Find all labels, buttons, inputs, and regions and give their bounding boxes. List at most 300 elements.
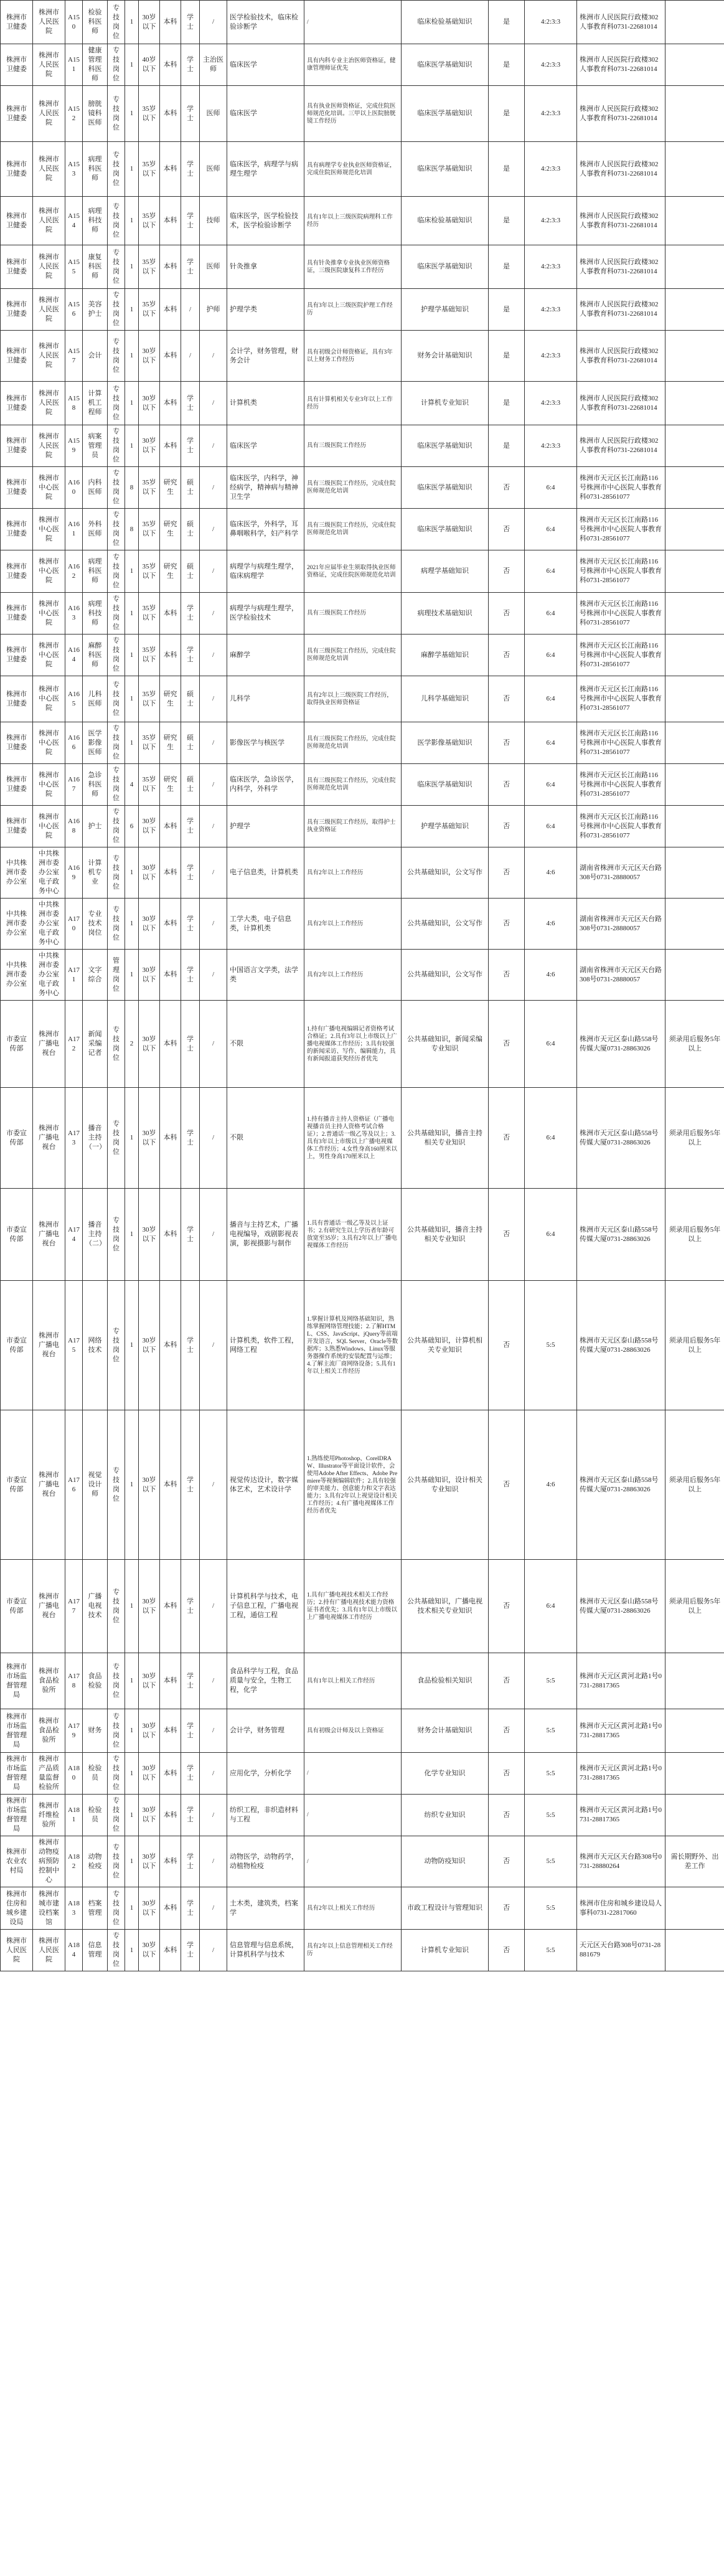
exam-cell: 临床医学基础知识 — [402, 44, 489, 86]
title-cell: / — [200, 1410, 227, 1560]
table-row — [1, 467, 724, 509]
edu-cell: 本科 — [160, 1560, 181, 1653]
major-cell: 动物医学，动物药学，动植物检疫 — [227, 1836, 304, 1887]
unit-cell: 株洲市广播电视台 — [33, 1281, 65, 1410]
interview-cell: 6:4 — [525, 1560, 577, 1653]
position-cell: 食品检验 — [83, 1653, 108, 1709]
table-row — [1, 1088, 724, 1189]
exam-cell: 临床医学基础知识 — [402, 764, 489, 806]
contact-cell: 天元区天台路308号0731-28881679 — [577, 1930, 665, 1971]
dept-cell: 株洲市卫健委 — [1, 331, 33, 382]
major-cell: 临床医学，外科学，耳鼻咽喉科学，妇产科学 — [227, 509, 304, 550]
contact-cell: 株洲市人民医院行政楼302人事教育科0731-22681014 — [577, 382, 665, 425]
note-cell — [665, 676, 724, 722]
major-cell: 视觉传达设计，数字媒体艺术，艺术设计学 — [227, 1410, 304, 1560]
interview-cell: 6:4 — [525, 806, 577, 847]
interview-cell: 6:4 — [525, 593, 577, 635]
code-cell: A166 — [65, 722, 83, 764]
interview-cell: 4:6 — [525, 1410, 577, 1560]
contact-cell: 株洲市天元区长江南路116号株洲市中心医院人事教育科0731-28561077 — [577, 676, 665, 722]
dept-cell: 株洲市卫健委 — [1, 806, 33, 847]
unit-cell: 株洲市食品检验所 — [33, 1653, 65, 1709]
position-cell: 急诊科医师 — [83, 764, 108, 806]
title-cell: / — [200, 1653, 227, 1709]
major-cell: 纺织工程，非织造材料与工程 — [227, 1795, 304, 1836]
num-cell: 1 — [125, 382, 139, 425]
position-cell: 病案管理员 — [83, 425, 108, 467]
edu-cell: 本科 — [160, 1930, 181, 1971]
major-cell: 计算机科学与技术，电子信息工程，广播电视工程，通信工程 — [227, 1560, 304, 1653]
table-row — [1, 1189, 724, 1281]
exam-cell: 临床检验基础知识 — [402, 197, 489, 245]
ratio-cell: 否 — [489, 1753, 525, 1795]
ratio-cell: 否 — [489, 509, 525, 550]
num-cell: 1 — [125, 550, 139, 593]
code-cell: A171 — [65, 950, 83, 1001]
type-cell: 专技岗位 — [108, 425, 125, 467]
edu-cell: 本科 — [160, 1189, 181, 1281]
code-cell: A156 — [65, 289, 83, 331]
position-cell: 会计 — [83, 331, 108, 382]
age-cell: 40岁以下 — [139, 44, 160, 86]
age-cell: 30岁以下 — [139, 1887, 160, 1930]
position-cell: 动物检疫 — [83, 1836, 108, 1887]
contact-cell: 株洲市天元区长江南路116号株洲市中心医院人事教育科0731-28561077 — [577, 635, 665, 676]
interview-cell: 5:5 — [525, 1709, 577, 1753]
edu-cell: 研究生 — [160, 467, 181, 509]
title-cell: 医师 — [200, 245, 227, 289]
dept-cell: 株洲市卫健委 — [1, 676, 33, 722]
code-cell: A183 — [65, 1887, 83, 1930]
num-cell: 1 — [125, 1653, 139, 1709]
table-row — [1, 245, 724, 289]
num-cell: 4 — [125, 764, 139, 806]
position-cell: 检验科医师 — [83, 1, 108, 44]
ratio-cell: 是 — [489, 142, 525, 197]
type-cell: 专技岗位 — [108, 635, 125, 676]
degree-cell: 学士 — [181, 425, 200, 467]
edu-cell: 本科 — [160, 1753, 181, 1795]
interview-cell: 5:5 — [525, 1930, 577, 1971]
major-cell: 食品科学与工程，食品质量与安全，生物工程，化学 — [227, 1653, 304, 1709]
unit-cell: 株洲市人民医院 — [33, 197, 65, 245]
edu-cell: 本科 — [160, 1, 181, 44]
note-cell — [665, 1709, 724, 1753]
exam-cell: 公共基础知识，播音主持相关专业知识 — [402, 1189, 489, 1281]
title-cell: / — [200, 593, 227, 635]
note-cell — [665, 142, 724, 197]
position-cell: 麻醉科医师 — [83, 635, 108, 676]
other-cell: 1.持有播音主持人资格证（广播电视播音员主持人资格考试合格证）；2.普通话一级乙等及以上；3.具有3年以上市级以上广播电视媒体工作经历；4.女性身高160厘米以上，男性身高170厘米以上 — [304, 1088, 402, 1189]
contact-cell: 株洲市天元区泰山路558号传媒大厦0731-28863026 — [577, 1088, 665, 1189]
ratio-cell: 否 — [489, 806, 525, 847]
other-cell: 具有1年以上三级医院病理科工作经历 — [304, 197, 402, 245]
position-cell: 检验员 — [83, 1795, 108, 1836]
degree-cell: 学士 — [181, 1887, 200, 1930]
type-cell: 专技岗位 — [108, 331, 125, 382]
ratio-cell: 否 — [489, 593, 525, 635]
table-row — [1, 1410, 724, 1560]
code-cell: A167 — [65, 764, 83, 806]
unit-cell: 株洲市城市建设档案馆 — [33, 1887, 65, 1930]
other-cell: 具有2年以上工作经历 — [304, 950, 402, 1001]
unit-cell: 株洲市广播电视台 — [33, 1001, 65, 1088]
ratio-cell: 是 — [489, 289, 525, 331]
ratio-cell: 是 — [489, 44, 525, 86]
other-cell: 具有三级医院工作经历，完成住院医师规范化培训 — [304, 635, 402, 676]
table-row — [1, 44, 724, 86]
exam-cell: 食品检验相关知识 — [402, 1653, 489, 1709]
edu-cell: 本科 — [160, 1795, 181, 1836]
note-cell — [665, 197, 724, 245]
position-cell: 病理科医师 — [83, 550, 108, 593]
unit-cell: 株洲市食品检验所 — [33, 1709, 65, 1753]
dept-cell: 中共株洲市委办公室 — [1, 950, 33, 1001]
table-row — [1, 425, 724, 467]
interview-cell: 6:4 — [525, 635, 577, 676]
ratio-cell: 否 — [489, 635, 525, 676]
num-cell: 8 — [125, 467, 139, 509]
dept-cell: 市委宣传部 — [1, 1088, 33, 1189]
code-cell: A159 — [65, 425, 83, 467]
ratio-cell: 是 — [489, 245, 525, 289]
exam-cell: 麻醉学基础知识 — [402, 635, 489, 676]
title-cell: 医师 — [200, 142, 227, 197]
unit-cell: 株洲市人民医院 — [33, 1930, 65, 1971]
num-cell: 1 — [125, 425, 139, 467]
age-cell: 30岁以下 — [139, 1189, 160, 1281]
major-cell: 中国语言文学类，法学类 — [227, 950, 304, 1001]
ratio-cell: 否 — [489, 764, 525, 806]
dept-cell: 株洲市市场监督管理局 — [1, 1795, 33, 1836]
code-cell: A170 — [65, 899, 83, 950]
type-cell: 专技岗位 — [108, 86, 125, 142]
note-cell: 须录用后服务5年以上 — [665, 1001, 724, 1088]
other-cell: 具有1年以上相关工作经历 — [304, 1653, 402, 1709]
position-cell: 康复科医师 — [83, 245, 108, 289]
edu-cell: 研究生 — [160, 722, 181, 764]
dept-cell: 株洲市市场监督管理局 — [1, 1709, 33, 1753]
interview-cell: 6:4 — [525, 467, 577, 509]
num-cell: 1 — [125, 1836, 139, 1887]
edu-cell: 本科 — [160, 1709, 181, 1753]
unit-cell: 株洲市产品质量监督检验所 — [33, 1753, 65, 1795]
code-cell: A180 — [65, 1753, 83, 1795]
dept-cell: 株洲市卫健委 — [1, 382, 33, 425]
dept-cell: 株洲市卫健委 — [1, 722, 33, 764]
major-cell: 土木类，建筑类，档案学 — [227, 1887, 304, 1930]
edu-cell: 本科 — [160, 331, 181, 382]
table-row — [1, 635, 724, 676]
edu-cell: 本科 — [160, 950, 181, 1001]
type-cell: 专技岗位 — [108, 197, 125, 245]
ratio-cell: 否 — [489, 1560, 525, 1653]
ratio-cell: 否 — [489, 1281, 525, 1410]
major-cell: 儿科学 — [227, 676, 304, 722]
note-cell: 须录用后服务5年以上 — [665, 1281, 724, 1410]
code-cell: A173 — [65, 1088, 83, 1189]
ratio-cell: 否 — [489, 550, 525, 593]
contact-cell: 湖南省株洲市天元区天台路308号0731-28880057 — [577, 847, 665, 899]
unit-cell: 株洲市人民医院 — [33, 86, 65, 142]
position-cell: 膀胱镜科医师 — [83, 86, 108, 142]
type-cell: 专技岗位 — [108, 847, 125, 899]
num-cell: 1 — [125, 1753, 139, 1795]
num-cell: 1 — [125, 1410, 139, 1560]
degree-cell: 学士 — [181, 1653, 200, 1709]
degree-cell: 硕士 — [181, 550, 200, 593]
interview-cell: 5:5 — [525, 1653, 577, 1709]
type-cell: 专技岗位 — [108, 550, 125, 593]
table-row — [1, 1930, 724, 1971]
edu-cell: 本科 — [160, 86, 181, 142]
exam-cell: 公共基础知识，广播电视技术相关专业知识 — [402, 1560, 489, 1653]
type-cell: 专技岗位 — [108, 722, 125, 764]
exam-cell: 市政工程设计与管理知识 — [402, 1887, 489, 1930]
edu-cell: 本科 — [160, 425, 181, 467]
type-cell: 专技岗位 — [108, 1836, 125, 1887]
other-cell: 具有三级医院工作经历，完成住院医师规范化培训 — [304, 509, 402, 550]
unit-cell: 株洲市中心医院 — [33, 550, 65, 593]
age-cell: 30岁以下 — [139, 1001, 160, 1088]
unit-cell: 株洲市纤维检验所 — [33, 1795, 65, 1836]
code-cell: A165 — [65, 676, 83, 722]
other-cell: 具有三级医院工作经历 — [304, 425, 402, 467]
note-cell — [665, 44, 724, 86]
unit-cell: 株洲市广播电视台 — [33, 1088, 65, 1189]
table-row — [1, 593, 724, 635]
note-cell — [665, 950, 724, 1001]
num-cell: 1 — [125, 86, 139, 142]
type-cell: 专技岗位 — [108, 1560, 125, 1653]
position-cell: 计算机工程师 — [83, 382, 108, 425]
type-cell: 专技岗位 — [108, 1795, 125, 1836]
code-cell: A161 — [65, 509, 83, 550]
exam-cell: 护理学基础知识 — [402, 289, 489, 331]
code-cell: A152 — [65, 86, 83, 142]
edu-cell: 本科 — [160, 593, 181, 635]
contact-cell: 株洲市天元区长江南路116号株洲市中心医院人事教育科0731-28561077 — [577, 550, 665, 593]
position-cell: 专业技术岗位 — [83, 899, 108, 950]
type-cell: 专技岗位 — [108, 289, 125, 331]
major-cell: 信息管理与信息系统，计算机科学与技术 — [227, 1930, 304, 1971]
contact-cell: 株洲市住房和城乡建设局人事科0731-22817060 — [577, 1887, 665, 1930]
dept-cell: 中共株洲市委办公室 — [1, 899, 33, 950]
degree-cell: 学士 — [181, 593, 200, 635]
age-cell: 35岁以下 — [139, 509, 160, 550]
note-cell — [665, 593, 724, 635]
contact-cell: 株洲市天元区长江南路116号株洲市中心医院人事教育科0731-28561077 — [577, 764, 665, 806]
code-cell: A154 — [65, 197, 83, 245]
contact-cell: 株洲市天元区黄河北路1号0731-28817365 — [577, 1753, 665, 1795]
exam-cell: 临床医学基础知识 — [402, 509, 489, 550]
note-cell — [665, 86, 724, 142]
contact-cell: 株洲市人民医院行政楼302人事教育科0731-22681014 — [577, 1, 665, 44]
contact-cell: 株洲市人民医院行政楼302人事教育科0731-22681014 — [577, 289, 665, 331]
age-cell: 30岁以下 — [139, 1795, 160, 1836]
degree-cell: 硕士 — [181, 509, 200, 550]
title-cell: / — [200, 722, 227, 764]
code-cell: A168 — [65, 806, 83, 847]
code-cell: A182 — [65, 1836, 83, 1887]
dept-cell: 株洲市卫健委 — [1, 245, 33, 289]
ratio-cell: 是 — [489, 1, 525, 44]
type-cell: 专技岗位 — [108, 1001, 125, 1088]
exam-cell: 临床医学基础知识 — [402, 86, 489, 142]
table-row — [1, 676, 724, 722]
age-cell: 30岁以下 — [139, 806, 160, 847]
position-cell: 播音主持（一） — [83, 1088, 108, 1189]
interview-cell: 4:2:3:3 — [525, 289, 577, 331]
exam-cell: 财务会计基础知识 — [402, 1709, 489, 1753]
table-row — [1, 289, 724, 331]
interview-cell: 4:2:3:3 — [525, 44, 577, 86]
other-cell: 具有内科专业主治医师资格证，健康管理师证优先 — [304, 44, 402, 86]
major-cell: 临床医学，病理学与病理生理学 — [227, 142, 304, 197]
exam-cell: 公共基础知识，计算机相关专业知识 — [402, 1281, 489, 1410]
age-cell: 30岁以下 — [139, 950, 160, 1001]
note-cell — [665, 722, 724, 764]
type-cell: 专技岗位 — [108, 1930, 125, 1971]
table-row — [1, 847, 724, 899]
edu-cell: 研究生 — [160, 550, 181, 593]
table-row — [1, 331, 724, 382]
degree-cell: 学士 — [181, 245, 200, 289]
degree-cell: 硕士 — [181, 764, 200, 806]
type-cell: 专技岗位 — [108, 1709, 125, 1753]
position-cell: 视觉设计师 — [83, 1410, 108, 1560]
other-cell: 具有计算机相关专业3年以上工作经历 — [304, 382, 402, 425]
dept-cell: 市委宣传部 — [1, 1281, 33, 1410]
code-cell: A150 — [65, 1, 83, 44]
age-cell: 35岁以下 — [139, 197, 160, 245]
code-cell: A172 — [65, 1001, 83, 1088]
title-cell: / — [200, 425, 227, 467]
title-cell: / — [200, 550, 227, 593]
position-cell: 广播电视技术 — [83, 1560, 108, 1653]
note-cell — [665, 806, 724, 847]
exam-cell: 临床医学基础知识 — [402, 425, 489, 467]
major-cell: 计算机类，软件工程，网络工程 — [227, 1281, 304, 1410]
other-cell: 1.持有广播电视编辑记者资格考试合格证；2.具有3年以上市级以上广播电视媒体工作经历；3.具有较强的新闻采访、写作、编辑能力，具有新闻报道获奖经历者优先 — [304, 1001, 402, 1088]
note-cell: 须录用后服务5年以上 — [665, 1088, 724, 1189]
table-row — [1, 1653, 724, 1709]
dept-cell: 株洲市卫健委 — [1, 550, 33, 593]
contact-cell: 湖南省株洲市天元区天台路308号0731-28880057 — [577, 899, 665, 950]
dept-cell: 株洲市卫健委 — [1, 764, 33, 806]
position-cell: 检验员 — [83, 1753, 108, 1795]
ratio-cell: 否 — [489, 1887, 525, 1930]
type-cell: 管理岗位 — [108, 950, 125, 1001]
title-cell: / — [200, 1189, 227, 1281]
edu-cell: 本科 — [160, 1001, 181, 1088]
other-cell: 2021年应届毕业生须取得执业医师资格证，完成住院医师规范化培训 — [304, 550, 402, 593]
ratio-cell: 否 — [489, 722, 525, 764]
unit-cell: 株洲市广播电视台 — [33, 1189, 65, 1281]
type-cell: 专技岗位 — [108, 593, 125, 635]
degree-cell: 学士 — [181, 950, 200, 1001]
title-cell: / — [200, 1281, 227, 1410]
interview-cell: 5:5 — [525, 1795, 577, 1836]
title-cell: / — [200, 1560, 227, 1653]
other-cell: 1.掌握计算机及网络基础知识，熟练掌握网络管理技能；2.了解HTML、CSS、JavaScript、jQuery等前端开发语言，SQL Server、Oracle等数据库；3.熟悉Windows、Linux等服务器操作系统的安装配置与运维；4.了解主流厂商网络设备；5.具有1年以上相关工作经历 — [304, 1281, 402, 1410]
interview-cell: 4:2:3:3 — [525, 86, 577, 142]
code-cell: A169 — [65, 847, 83, 899]
interview-cell: 6:4 — [525, 722, 577, 764]
age-cell: 30岁以下 — [139, 1930, 160, 1971]
num-cell: 1 — [125, 1709, 139, 1753]
dept-cell: 株洲市卫健委 — [1, 593, 33, 635]
ratio-cell: 否 — [489, 1836, 525, 1887]
other-cell: 1.熟练使用Photoshop、CorelDRAW、Illustrator等平面设计软件，会使用Adobe After Effects、Adobe Premiere等视频编辑软件；2.具有较强的审美能力、创意能力和文字表达能力；3.具有2年以上视觉设计相关工作经历；4.有广播电视媒体工作经历者优先 — [304, 1410, 402, 1560]
exam-cell: 公共基础知识，公文写作 — [402, 847, 489, 899]
interview-cell: 6:4 — [525, 676, 577, 722]
code-cell: A157 — [65, 331, 83, 382]
degree-cell: 学士 — [181, 197, 200, 245]
unit-cell: 中共株洲市委办公室电子政务中心 — [33, 950, 65, 1001]
major-cell: 播音与主持艺术，广播电视编导，戏剧影视表演，影视摄影与制作 — [227, 1189, 304, 1281]
ratio-cell: 是 — [489, 86, 525, 142]
unit-cell: 株洲市人民医院 — [33, 1, 65, 44]
note-cell: 须录用后服务5年以上 — [665, 1410, 724, 1560]
table-row — [1, 1, 724, 44]
edu-cell: 本科 — [160, 1653, 181, 1709]
title-cell: / — [200, 1836, 227, 1887]
exam-cell: 公共基础知识，新闻采编专业知识 — [402, 1001, 489, 1088]
num-cell: 1 — [125, 1281, 139, 1410]
contact-cell: 株洲市人民医院行政楼302人事教育科0731-22681014 — [577, 197, 665, 245]
dept-cell: 株洲市住房和城乡建设局 — [1, 1887, 33, 1930]
code-cell: A181 — [65, 1795, 83, 1836]
degree-cell: 学士 — [181, 382, 200, 425]
degree-cell: 学士 — [181, 899, 200, 950]
num-cell: 1 — [125, 1795, 139, 1836]
unit-cell: 中共株洲市委办公室电子政务中心 — [33, 899, 65, 950]
position-cell: 儿科医师 — [83, 676, 108, 722]
title-cell: / — [200, 1709, 227, 1753]
degree-cell: 学士 — [181, 1560, 200, 1653]
type-cell: 专技岗位 — [108, 1410, 125, 1560]
table-row — [1, 1836, 724, 1887]
age-cell: 35岁以下 — [139, 676, 160, 722]
dept-cell: 株洲市卫健委 — [1, 142, 33, 197]
position-cell: 外科医师 — [83, 509, 108, 550]
age-cell: 30岁以下 — [139, 1560, 160, 1653]
unit-cell: 株洲市人民医院 — [33, 331, 65, 382]
title-cell: / — [200, 382, 227, 425]
title-cell: / — [200, 467, 227, 509]
ratio-cell: 否 — [489, 1930, 525, 1971]
interview-cell: 4:6 — [525, 847, 577, 899]
num-cell: 6 — [125, 806, 139, 847]
ratio-cell: 是 — [489, 197, 525, 245]
age-cell: 30岁以下 — [139, 1088, 160, 1189]
interview-cell: 4:2:3:3 — [525, 382, 577, 425]
num-cell: 1 — [125, 899, 139, 950]
exam-cell: 儿科学基础知识 — [402, 676, 489, 722]
interview-cell: 5:5 — [525, 1753, 577, 1795]
major-cell: 护理学类 — [227, 289, 304, 331]
age-cell: 35岁以下 — [139, 722, 160, 764]
note-cell — [665, 425, 724, 467]
other-cell: 1.具有广播电视技术相关工作经历；2.持有广播电视技术能力资格证书者优先；3.具有1年以上市级以上广播电视媒体工作经历 — [304, 1560, 402, 1653]
degree-cell: 学士 — [181, 1, 200, 44]
other-cell: 具有2年以上信息管理相关工作经历 — [304, 1930, 402, 1971]
dept-cell: 株洲市卫健委 — [1, 509, 33, 550]
other-cell: 具有2年以上工作经历 — [304, 899, 402, 950]
other-cell: 具有三级医院工作经历，完成住院医师规范化培训 — [304, 764, 402, 806]
title-cell: / — [200, 676, 227, 722]
